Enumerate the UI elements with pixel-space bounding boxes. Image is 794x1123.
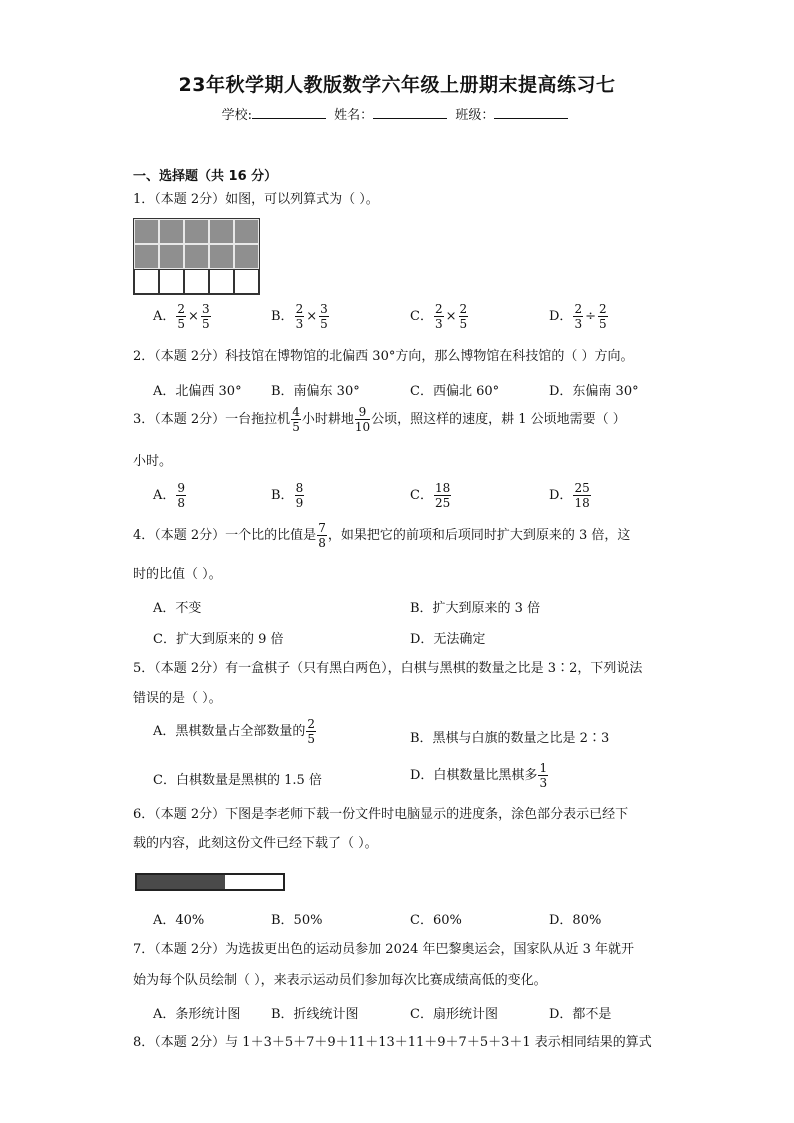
question-5-line2: 错误的是（ ）。: [133, 691, 222, 706]
question-1-stem: 1．（本题 2分）如图，可以列算式为（ ）。: [133, 192, 379, 207]
numerator: 18: [434, 481, 451, 495]
question-6-option-b[interactable]: B．50%: [271, 913, 323, 928]
question-5-option-c[interactable]: C．白棋数量是黑棋的 1.5 倍: [153, 773, 322, 788]
progress-fill: [137, 875, 225, 889]
fraction: [295, 303, 305, 330]
question-2-option-b[interactable]: B．南偏东 30°: [271, 384, 360, 399]
grid-cell: [184, 244, 209, 269]
question-2-stem: 2．（本题 2分）科技馆在博物馆的北偏西 30°方向，那么博物馆在科技馆的（ ）方向。: [133, 349, 634, 364]
grid-cell: [234, 269, 259, 294]
question-6-line2: 载的内容，此刻这份文件已经下载了（ ）。: [133, 836, 378, 851]
question-text: ，如果把它的前项和后项同时扩大到原来的 3 倍，这: [327, 528, 631, 543]
denominator: 8: [177, 496, 186, 510]
grid-cell: [184, 219, 209, 244]
option-text: A．黑棋数量占全部数量的: [153, 724, 306, 739]
question-6-line1: 6．（本题 2分）下图是李老师下载一份文件时电脑显示的进度条，涂色部分表示已经下: [133, 807, 629, 822]
denominator: 5: [459, 317, 468, 331]
fraction: [459, 303, 469, 330]
question-3-option-c[interactable]: [410, 482, 452, 509]
denominator: 5: [292, 420, 300, 434]
numerator: 9: [177, 481, 186, 495]
page-title: 23年秋学期人教版数学六年级上册期末提高练习七: [178, 74, 616, 96]
question-5-option-b[interactable]: B．黑棋与白旗的数量之比是 2∶3: [410, 731, 610, 746]
question-3-option-d[interactable]: [549, 482, 592, 509]
option-label: C．: [410, 488, 433, 503]
question-1-option-b[interactable]: [271, 303, 330, 330]
question-8-line1: 8．（本题 2分）与 1＋3＋5＋7＋9＋11＋13＋11＋9＋7＋5＋3＋1 表示相同结果的算式: [133, 1035, 652, 1050]
denominator: 9: [295, 496, 304, 510]
grid-cell: [234, 219, 259, 244]
question-7-option-d[interactable]: D．都不是: [549, 1007, 612, 1022]
fraction: [434, 482, 451, 509]
denominator: 5: [307, 732, 316, 746]
section-heading: 一、选择题（共 16 分）: [133, 169, 278, 184]
fraction: [319, 303, 329, 330]
grid-cell: [159, 219, 184, 244]
denominator: 3: [539, 776, 548, 790]
operator: ×: [188, 309, 199, 324]
fraction: [573, 303, 583, 330]
fraction: [317, 522, 327, 549]
school-blank[interactable]: [252, 106, 326, 119]
option-label: D．: [549, 488, 573, 503]
numerator: 2: [574, 302, 583, 316]
question-text: 3．（本题 2分）一台拖拉机: [133, 412, 291, 427]
question-7-line2: 始为每个队员绘制（ ），来表示运动员们参加每次比赛成绩高低的变化。: [133, 973, 547, 988]
question-3-option-a[interactable]: [153, 482, 187, 509]
fraction: [295, 482, 305, 509]
question-7-option-b[interactable]: B．折线统计图: [271, 1007, 359, 1022]
question-2-option-a[interactable]: A．北偏西 30°: [153, 384, 242, 399]
denominator: 3: [434, 317, 443, 331]
grid-cell: [209, 219, 234, 244]
question-4-option-d[interactable]: D．无法确定: [410, 632, 486, 647]
question-1-option-d[interactable]: [549, 303, 609, 330]
fraction: [176, 303, 186, 330]
fraction: [355, 406, 370, 433]
denominator: 3: [574, 317, 583, 331]
question-4-option-a[interactable]: A．不变: [153, 601, 202, 616]
question-1-option-c[interactable]: [410, 303, 469, 330]
option-label: C．: [410, 309, 433, 324]
denominator: 5: [320, 317, 328, 331]
fraction: [201, 303, 211, 330]
numerator: 3: [320, 302, 328, 316]
option-label: A．: [153, 309, 176, 324]
school-label: 学校:: [221, 108, 253, 123]
grid-cell: [209, 244, 234, 269]
grid-cell: [234, 244, 259, 269]
denominator: 5: [598, 317, 607, 331]
grid-cell: [159, 244, 184, 269]
numerator: 4: [292, 405, 300, 419]
question-6-option-c[interactable]: C．60%: [410, 913, 462, 928]
shaded-grid-figure: [133, 218, 260, 295]
denominator: 3: [295, 317, 304, 331]
numerator: 2: [434, 302, 443, 316]
grid-cell: [209, 269, 234, 294]
question-2-option-d[interactable]: D．东偏南 30°: [549, 384, 639, 399]
fraction: [573, 482, 590, 509]
question-4-stem: [133, 522, 630, 549]
question-7-line1: 7．（本题 2分）为选拔更出色的运动员参加 2024 年巴黎奥运会，国家队从近 3 年就开: [133, 942, 635, 957]
option-label: B．: [271, 488, 294, 503]
question-1-option-a[interactable]: [153, 303, 212, 330]
question-text: 公顷，照这样的速度，耕 1 公顷地需要（ ）: [371, 412, 626, 427]
question-4-option-c[interactable]: C．扩大到原来的 9 倍: [153, 632, 284, 647]
numerator: 3: [201, 302, 210, 316]
operator: ×: [306, 309, 318, 324]
question-7-option-a[interactable]: A．条形统计图: [153, 1007, 241, 1022]
fraction: [434, 303, 444, 330]
numerator: 1: [539, 761, 548, 775]
denominator: 18: [574, 496, 590, 510]
denominator: 5: [177, 317, 186, 331]
student-info-line: [0, 104, 794, 123]
numerator: 7: [318, 521, 326, 535]
question-3-line2: 小时。: [133, 454, 173, 469]
numerator: 2: [459, 302, 468, 316]
question-2-option-c[interactable]: C．西偏北 60°: [410, 384, 500, 399]
question-4-option-b[interactable]: B．扩大到原来的 3 倍: [410, 601, 541, 616]
numerator: 25: [574, 481, 590, 495]
question-3-option-b[interactable]: [271, 482, 305, 509]
grid-cell: [134, 269, 159, 294]
question-3-stem: [133, 406, 626, 433]
denominator: 10: [354, 420, 371, 434]
option-label: B．: [271, 309, 294, 324]
operator: ÷: [585, 309, 596, 324]
question-6-option-d[interactable]: D．80%: [549, 913, 602, 928]
numerator: 2: [177, 302, 186, 316]
fraction: [598, 303, 608, 330]
option-label: A．: [153, 488, 176, 503]
denominator: 5: [201, 317, 210, 331]
question-5-option-d[interactable]: [410, 762, 549, 789]
denominator: 8: [318, 536, 326, 550]
fraction: [306, 718, 316, 745]
question-5-line1: 5．（本题 2分）有一盒棋子（只有黑白两色），白棋与黑棋的数量之比是 3∶2，下列说法: [133, 661, 643, 676]
question-5-option-a[interactable]: [153, 718, 317, 745]
class-label: 班级：: [455, 108, 495, 123]
grid-cell: [159, 269, 184, 294]
question-7-option-c[interactable]: C．扇形统计图: [410, 1007, 498, 1022]
class-blank[interactable]: [494, 106, 568, 119]
operator: ×: [445, 309, 457, 324]
question-text: 小时耕地: [301, 412, 354, 427]
question-6-option-a[interactable]: A．40%: [153, 913, 205, 928]
fraction: [291, 406, 301, 433]
name-blank[interactable]: [373, 106, 447, 119]
numerator: 9: [355, 406, 370, 420]
numerator: 2: [307, 717, 316, 731]
fraction: [176, 482, 186, 509]
grid-cell: [184, 269, 209, 294]
grid-cell: [134, 244, 159, 269]
grid-cell: [134, 219, 159, 244]
download-progress-bar: [135, 873, 285, 891]
numerator: 2: [598, 302, 607, 316]
name-label: 姓名：: [334, 108, 374, 123]
option-label: D．: [549, 309, 573, 324]
option-text: D．白棋数量比黑棋多: [410, 768, 538, 783]
question-4-line2: 时的比值（ ）。: [133, 567, 222, 582]
question-text: 4．（本题 2分）一个比的比值是: [133, 528, 317, 543]
numerator: 8: [295, 481, 304, 495]
fraction: [538, 762, 548, 789]
numerator: 2: [295, 302, 304, 316]
denominator: 25: [434, 496, 451, 510]
